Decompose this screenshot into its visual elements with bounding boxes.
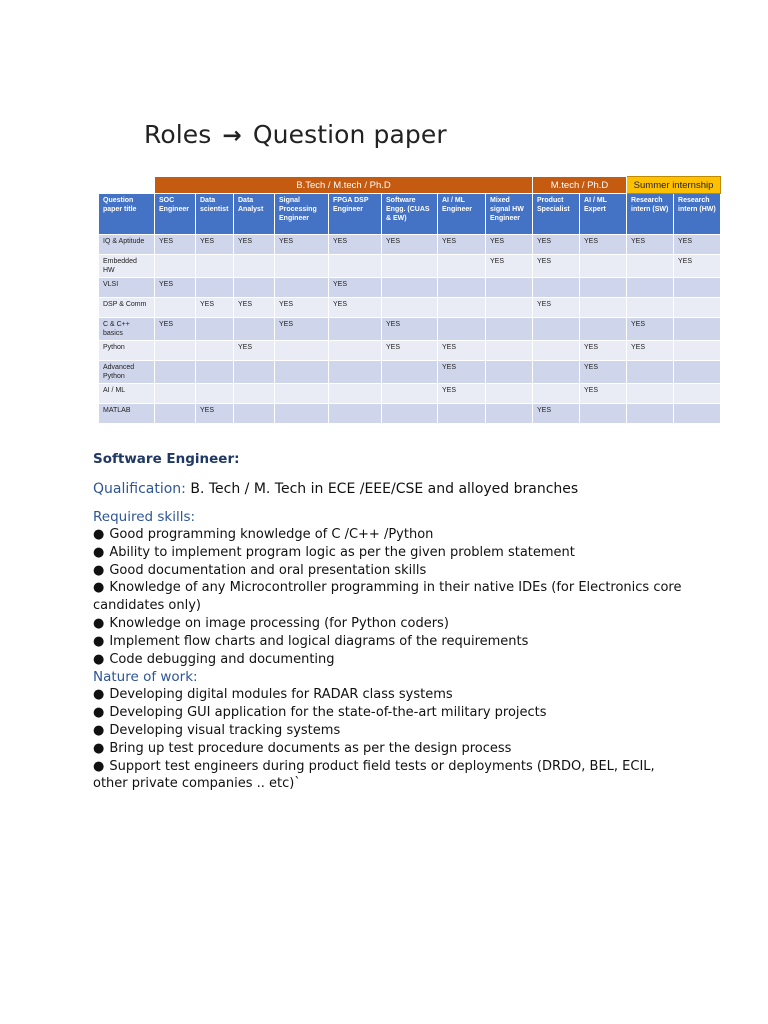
- group-header-2: Summer internship: [627, 177, 721, 194]
- table-cell: [275, 255, 329, 278]
- work-item: [93, 722, 693, 740]
- bullet-icon: ●: [93, 705, 105, 721]
- table-cell: YES: [627, 235, 674, 255]
- skill-item-text: Knowledge of any Microcontroller programming in their native IDEs (for Electronics core candidates only): [93, 580, 682, 614]
- table-cell: YES: [196, 298, 234, 318]
- table-cell: [196, 318, 234, 341]
- table-cell: [580, 298, 627, 318]
- skill-item: [93, 633, 693, 651]
- work-item: [93, 704, 693, 722]
- table-cell: [196, 341, 234, 361]
- skill-item: [93, 544, 693, 562]
- table-row: [99, 404, 721, 424]
- bullet-icon: ●: [93, 651, 105, 667]
- qualification: [93, 480, 693, 498]
- table-cell: YES: [674, 255, 721, 278]
- bullet-icon: ●: [93, 544, 105, 560]
- table-cell: YES: [275, 235, 329, 255]
- arrow-right-icon: →: [222, 123, 242, 149]
- table-cell: YES: [438, 384, 486, 404]
- work-item: [93, 740, 693, 758]
- skill-item-text: Implement flow charts and logical diagrams of the requirements: [109, 633, 529, 649]
- table-cell: YES: [382, 341, 438, 361]
- column-header: AI / ML Expert: [580, 194, 627, 235]
- table-cell: [329, 384, 382, 404]
- table-cell: YES: [155, 278, 196, 298]
- qualification-label: Qualification:: [93, 481, 186, 497]
- table-cell: YES: [580, 384, 627, 404]
- table-cell: YES: [234, 235, 275, 255]
- skill-item-text: Code debugging and documenting: [109, 651, 335, 667]
- table-cell: YES: [486, 255, 533, 278]
- column-header: Mixed signal HW Engineer: [486, 194, 533, 235]
- table-cell: [155, 341, 196, 361]
- table-cell: [438, 404, 486, 424]
- required-skills-list: [93, 526, 693, 668]
- table-cell: [533, 341, 580, 361]
- table-cell: [486, 341, 533, 361]
- table-cell: [674, 361, 721, 384]
- table-cell: YES: [674, 235, 721, 255]
- table-row: [99, 298, 721, 318]
- bullet-icon: ●: [93, 527, 105, 542]
- table-cell: YES: [486, 235, 533, 255]
- table-cell: [486, 404, 533, 424]
- table-cell: [196, 255, 234, 278]
- table-cell: YES: [382, 318, 438, 341]
- row-title-cell: AI / ML: [99, 384, 155, 404]
- table-cell: [234, 278, 275, 298]
- table-cell: [486, 278, 533, 298]
- table-row: [99, 255, 721, 278]
- table-cell: [438, 318, 486, 341]
- table-cell: YES: [580, 235, 627, 255]
- row-title-cell: VLSI: [99, 278, 155, 298]
- table-cell: YES: [438, 361, 486, 384]
- skill-item-text: Good documentation and oral presentation skills: [109, 562, 427, 578]
- work-item-text: Developing visual tracking systems: [109, 722, 341, 738]
- table-cell: [382, 361, 438, 384]
- table-cell: [275, 341, 329, 361]
- bullet-icon: ●: [93, 740, 105, 756]
- column-header: Data Analyst: [234, 194, 275, 235]
- table-cell: YES: [329, 235, 382, 255]
- table-cell: YES: [580, 361, 627, 384]
- table-row: [99, 384, 721, 404]
- table-cell: YES: [275, 298, 329, 318]
- title-question-paper: Question paper: [252, 120, 447, 149]
- table-cell: [382, 298, 438, 318]
- group-header-row: [99, 177, 721, 194]
- table-cell: YES: [275, 318, 329, 341]
- table-cell: YES: [234, 341, 275, 361]
- table-cell: [329, 255, 382, 278]
- table-cell: YES: [382, 235, 438, 255]
- bullet-icon: ●: [93, 615, 105, 631]
- table-cell: [275, 384, 329, 404]
- table-cell: [234, 404, 275, 424]
- software-engineer-heading: Software Engineer:: [93, 451, 240, 467]
- column-header: Research intern (HW): [674, 194, 721, 235]
- work-item-text: Developing digital modules for RADAR class systems: [109, 687, 453, 703]
- table-cell: [674, 404, 721, 424]
- table-cell: [627, 361, 674, 384]
- table-cell: YES: [155, 318, 196, 341]
- table-row: [99, 235, 721, 255]
- table-cell: [196, 278, 234, 298]
- table-cell: [329, 341, 382, 361]
- table-row: [99, 278, 721, 298]
- skill-item: [93, 651, 693, 669]
- qualification-value: B. Tech / M. Tech in ECE /EEE/CSE and alloyed branches: [190, 481, 579, 497]
- table-cell: [674, 298, 721, 318]
- table-cell: YES: [627, 318, 674, 341]
- table-cell: [674, 384, 721, 404]
- table-cell: [627, 384, 674, 404]
- bullet-icon: ●: [93, 758, 105, 774]
- column-header-row: [99, 194, 721, 235]
- work-item-text: Support test engineers during product field tests or deployments (DRDO, BEL, ECIL, other private companies .. etc)`: [93, 758, 655, 792]
- roles-question-paper-table: [98, 176, 721, 424]
- bullet-icon: ●: [93, 687, 105, 703]
- table-cell: [486, 361, 533, 384]
- table-cell: [234, 318, 275, 341]
- table-cell: [486, 298, 533, 318]
- column-header: Research intern (SW): [627, 194, 674, 235]
- table-cell: YES: [533, 255, 580, 278]
- column-header: SOC Engineer: [155, 194, 196, 235]
- table-cell: [275, 361, 329, 384]
- row-title-cell: Advanced Python: [99, 361, 155, 384]
- skill-item-text: Good programming knowledge of C /C++ /Python: [109, 527, 434, 542]
- table-cell: YES: [196, 235, 234, 255]
- table-cell: [275, 278, 329, 298]
- table-cell: [196, 384, 234, 404]
- table-cell: [438, 255, 486, 278]
- work-item-text: Bring up test procedure documents as per the design process: [109, 740, 512, 756]
- skill-item-text: Knowledge on image processing (for Python coders): [109, 615, 449, 631]
- table-cell: [627, 404, 674, 424]
- skill-item: [93, 562, 693, 580]
- table-cell: [533, 361, 580, 384]
- requirements-section: [93, 508, 693, 793]
- table-cell: [155, 255, 196, 278]
- skill-item: [93, 526, 693, 544]
- table-cell: YES: [533, 404, 580, 424]
- table-cell: [234, 361, 275, 384]
- group-header-1: M.tech / Ph.D: [533, 177, 627, 194]
- table-cell: [155, 361, 196, 384]
- table-cell: [438, 278, 486, 298]
- table-cell: [674, 278, 721, 298]
- table-cell: [382, 384, 438, 404]
- column-header: Product Specialist: [533, 194, 580, 235]
- table-cell: [627, 278, 674, 298]
- row-title-cell: DSP & Comm: [99, 298, 155, 318]
- table-cell: [627, 298, 674, 318]
- bullet-icon: ●: [93, 580, 105, 596]
- row-title-cell: Python: [99, 341, 155, 361]
- skill-item: [93, 579, 693, 615]
- column-header: Software Engg. (CUAS & EW): [382, 194, 438, 235]
- table-cell: [382, 404, 438, 424]
- skill-item: [93, 615, 693, 633]
- table-cell: YES: [234, 298, 275, 318]
- skill-item-text: Ability to implement program logic as per the given problem statement: [109, 544, 575, 560]
- table-cell: [533, 384, 580, 404]
- nature-of-work-label: Nature of work:: [93, 669, 198, 686]
- row-title-cell: C & C++ basics: [99, 318, 155, 341]
- bullet-icon: ●: [93, 633, 105, 649]
- row-title-cell: Embedded HW: [99, 255, 155, 278]
- table-cell: [234, 384, 275, 404]
- table-cell: YES: [155, 235, 196, 255]
- table-cell: [155, 404, 196, 424]
- bullet-icon: ●: [93, 722, 105, 738]
- column-header: Signal Processing Engineer: [275, 194, 329, 235]
- table-cell: [486, 318, 533, 341]
- table-cell: [580, 255, 627, 278]
- table-cell: [329, 361, 382, 384]
- title-roles: Roles: [144, 120, 212, 149]
- table-cell: YES: [533, 298, 580, 318]
- table-cell: YES: [533, 235, 580, 255]
- table-cell: YES: [329, 298, 382, 318]
- table-cell: [329, 318, 382, 341]
- table-cell: [533, 278, 580, 298]
- bullet-icon: ●: [93, 562, 105, 578]
- table-row: [99, 318, 721, 341]
- table-cell: YES: [438, 235, 486, 255]
- row-title-cell: IQ & Aptitude: [99, 235, 155, 255]
- work-item: [93, 758, 693, 794]
- table-cell: [382, 255, 438, 278]
- table-cell: [382, 278, 438, 298]
- column-header: Data scientist: [196, 194, 234, 235]
- table-cell: [486, 384, 533, 404]
- group-header-0: B.Tech / M.tech / Ph.D: [155, 177, 533, 194]
- table-cell: [674, 341, 721, 361]
- required-skills-label: Required skills:: [93, 509, 196, 525]
- table-cell: YES: [329, 278, 382, 298]
- table-cell: [329, 404, 382, 424]
- table-cell: [155, 384, 196, 404]
- table-cell: [155, 298, 196, 318]
- table-cell: YES: [627, 341, 674, 361]
- table-cell: YES: [438, 341, 486, 361]
- group-header-blank: [99, 177, 155, 194]
- table-cell: YES: [196, 404, 234, 424]
- table-cell: [533, 318, 580, 341]
- column-header: FPGA DSP Engineer: [329, 194, 382, 235]
- row-title-cell: MATLAB: [99, 404, 155, 424]
- column-header: Question paper title: [99, 194, 155, 235]
- table-cell: [580, 404, 627, 424]
- nature-of-work-list: [93, 686, 693, 793]
- table-cell: [234, 255, 275, 278]
- table-cell: YES: [580, 341, 627, 361]
- work-item: [93, 686, 693, 704]
- table-cell: [580, 278, 627, 298]
- table-row: [99, 341, 721, 361]
- table-cell: [275, 404, 329, 424]
- table-cell: [438, 298, 486, 318]
- table-cell: [196, 361, 234, 384]
- page-title: [144, 120, 447, 149]
- table-row: [99, 361, 721, 384]
- table-cell: [580, 318, 627, 341]
- work-item-text: Developing GUI application for the state-of-the-art military projects: [109, 705, 547, 721]
- table-cell: [627, 255, 674, 278]
- table-cell: [674, 318, 721, 341]
- column-header: AI / ML Engineer: [438, 194, 486, 235]
